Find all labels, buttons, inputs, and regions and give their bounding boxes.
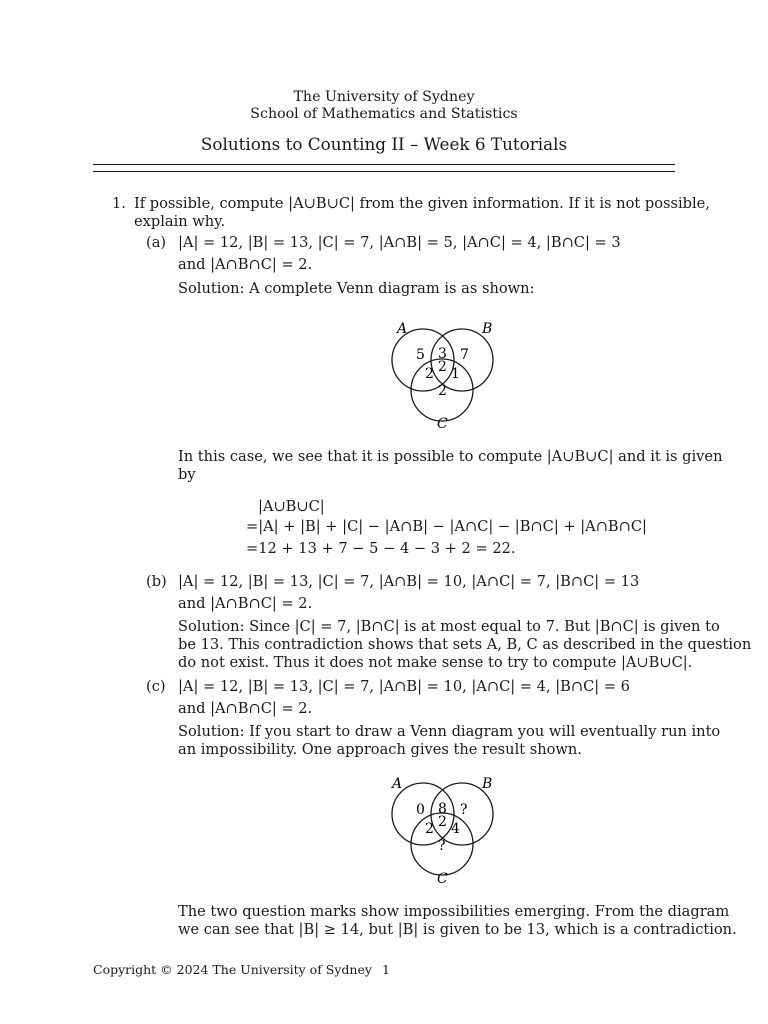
venn-a-a-and-c: 2 bbox=[425, 366, 434, 382]
venn-c-only-a: 0 bbox=[416, 802, 425, 818]
page-number: 1 bbox=[382, 962, 390, 977]
footer-copyright: Copyright © 2024 The University of Sydney bbox=[93, 962, 372, 977]
part-b-solution-line2: be 13. This contradiction shows that sets A, B, C as described in the question bbox=[178, 636, 752, 653]
venn-a-label-c: C bbox=[437, 416, 448, 432]
part-c-given-line1: |A| = 12, |B| = 13, |C| = 7, |A∩B| = 10, |A∩C| = 4, |B∩C| = 6 bbox=[178, 678, 630, 695]
venn-c-all-three: 2 bbox=[438, 814, 447, 830]
part-a-after-line2: by bbox=[178, 466, 196, 483]
title-rule-bottom bbox=[93, 171, 675, 172]
question-text-line2: explain why. bbox=[134, 213, 226, 230]
part-c-after-line2: we can see that |B| ≥ 14, but |B| is given to be 13, which is a contradiction. bbox=[178, 921, 737, 938]
part-c-after-line1: The two question marks show impossibilities emerging. From the diagram bbox=[178, 903, 730, 920]
part-a-after-line1: In this case, we see that it is possible to compute |A∪B∪C| and it is given bbox=[178, 448, 723, 465]
venn-a-label-a: A bbox=[397, 321, 408, 337]
part-a-given-line1: |A| = 12, |B| = 13, |C| = 7, |A∩B| = 5, |A∩C| = 4, |B∩C| = 3 bbox=[178, 234, 621, 251]
part-b-given-line1: |A| = 12, |B| = 13, |C| = 7, |A∩B| = 10, |A∩C| = 7, |B∩C| = 13 bbox=[178, 573, 640, 590]
part-a-eq-line1: |A∪B∪C| bbox=[258, 498, 325, 515]
part-c-label: (c) bbox=[146, 678, 166, 695]
part-a-eq-line3: =12 + 13 + 7 − 5 − 4 − 3 + 2 = 22. bbox=[246, 540, 516, 557]
part-a-eq-line2: =|A| + |B| + |C| − |A∩B| − |A∩C| − |B∩C| + |A∩B∩C| bbox=[246, 518, 647, 535]
venn-a-b-and-c: 1 bbox=[451, 366, 460, 382]
venn-diagram-a bbox=[380, 318, 510, 433]
part-c-solution-line2: an impossibility. One approach gives the result shown. bbox=[178, 741, 582, 758]
venn-c-a-and-b: 8 bbox=[438, 801, 447, 817]
venn-a-only-b: 7 bbox=[460, 347, 469, 363]
venn-c-label-b: B bbox=[482, 776, 493, 792]
school-name: School of Mathematics and Statistics bbox=[250, 106, 518, 122]
part-a-label: (a) bbox=[146, 234, 167, 251]
part-b-label: (b) bbox=[146, 573, 167, 590]
university-name: The University of Sydney bbox=[293, 89, 475, 105]
page-title: Solutions to Counting II – Week 6 Tutorials bbox=[200, 134, 568, 154]
venn-a-a-and-b: 3 bbox=[438, 346, 447, 362]
part-c-solution-line1: Solution: If you start to draw a Venn diagram you will eventually run into bbox=[178, 723, 721, 740]
venn-a-only-c: 2 bbox=[438, 383, 447, 399]
part-b-solution-line1: Solution: Since |C| = 7, |B∩C| is at most equal to 7. But |B∩C| is given to bbox=[178, 618, 720, 635]
question-text-line1: If possible, compute |A∪B∪C| from the given information. If it is not possible, bbox=[134, 195, 710, 212]
venn-diagram-c bbox=[380, 772, 510, 887]
title-rule-top bbox=[93, 164, 675, 165]
venn-c-label-c: C bbox=[437, 871, 448, 887]
venn-c-label-a: A bbox=[392, 776, 403, 792]
part-c-given-line2: and |A∩B∩C| = 2. bbox=[178, 700, 313, 717]
venn-a-label-b: B bbox=[482, 321, 493, 337]
part-b-solution-line3: do not exist. Thus it does not make sense to try to compute |A∪B∪C|. bbox=[178, 654, 693, 671]
part-a-given-line2: and |A∩B∩C| = 2. bbox=[178, 256, 313, 273]
venn-a-all-three: 2 bbox=[438, 359, 447, 375]
venn-c-only-b: ? bbox=[460, 802, 468, 818]
question-number: 1. bbox=[112, 195, 126, 212]
venn-c-only-c: ? bbox=[438, 838, 446, 854]
venn-a-only-a: 5 bbox=[416, 347, 425, 363]
part-b-given-line2: and |A∩B∩C| = 2. bbox=[178, 595, 313, 612]
venn-c-a-and-c: 2 bbox=[425, 821, 434, 837]
part-a-solution-intro: Solution: A complete Venn diagram is as shown: bbox=[178, 280, 535, 297]
venn-c-b-and-c: 4 bbox=[451, 821, 460, 837]
